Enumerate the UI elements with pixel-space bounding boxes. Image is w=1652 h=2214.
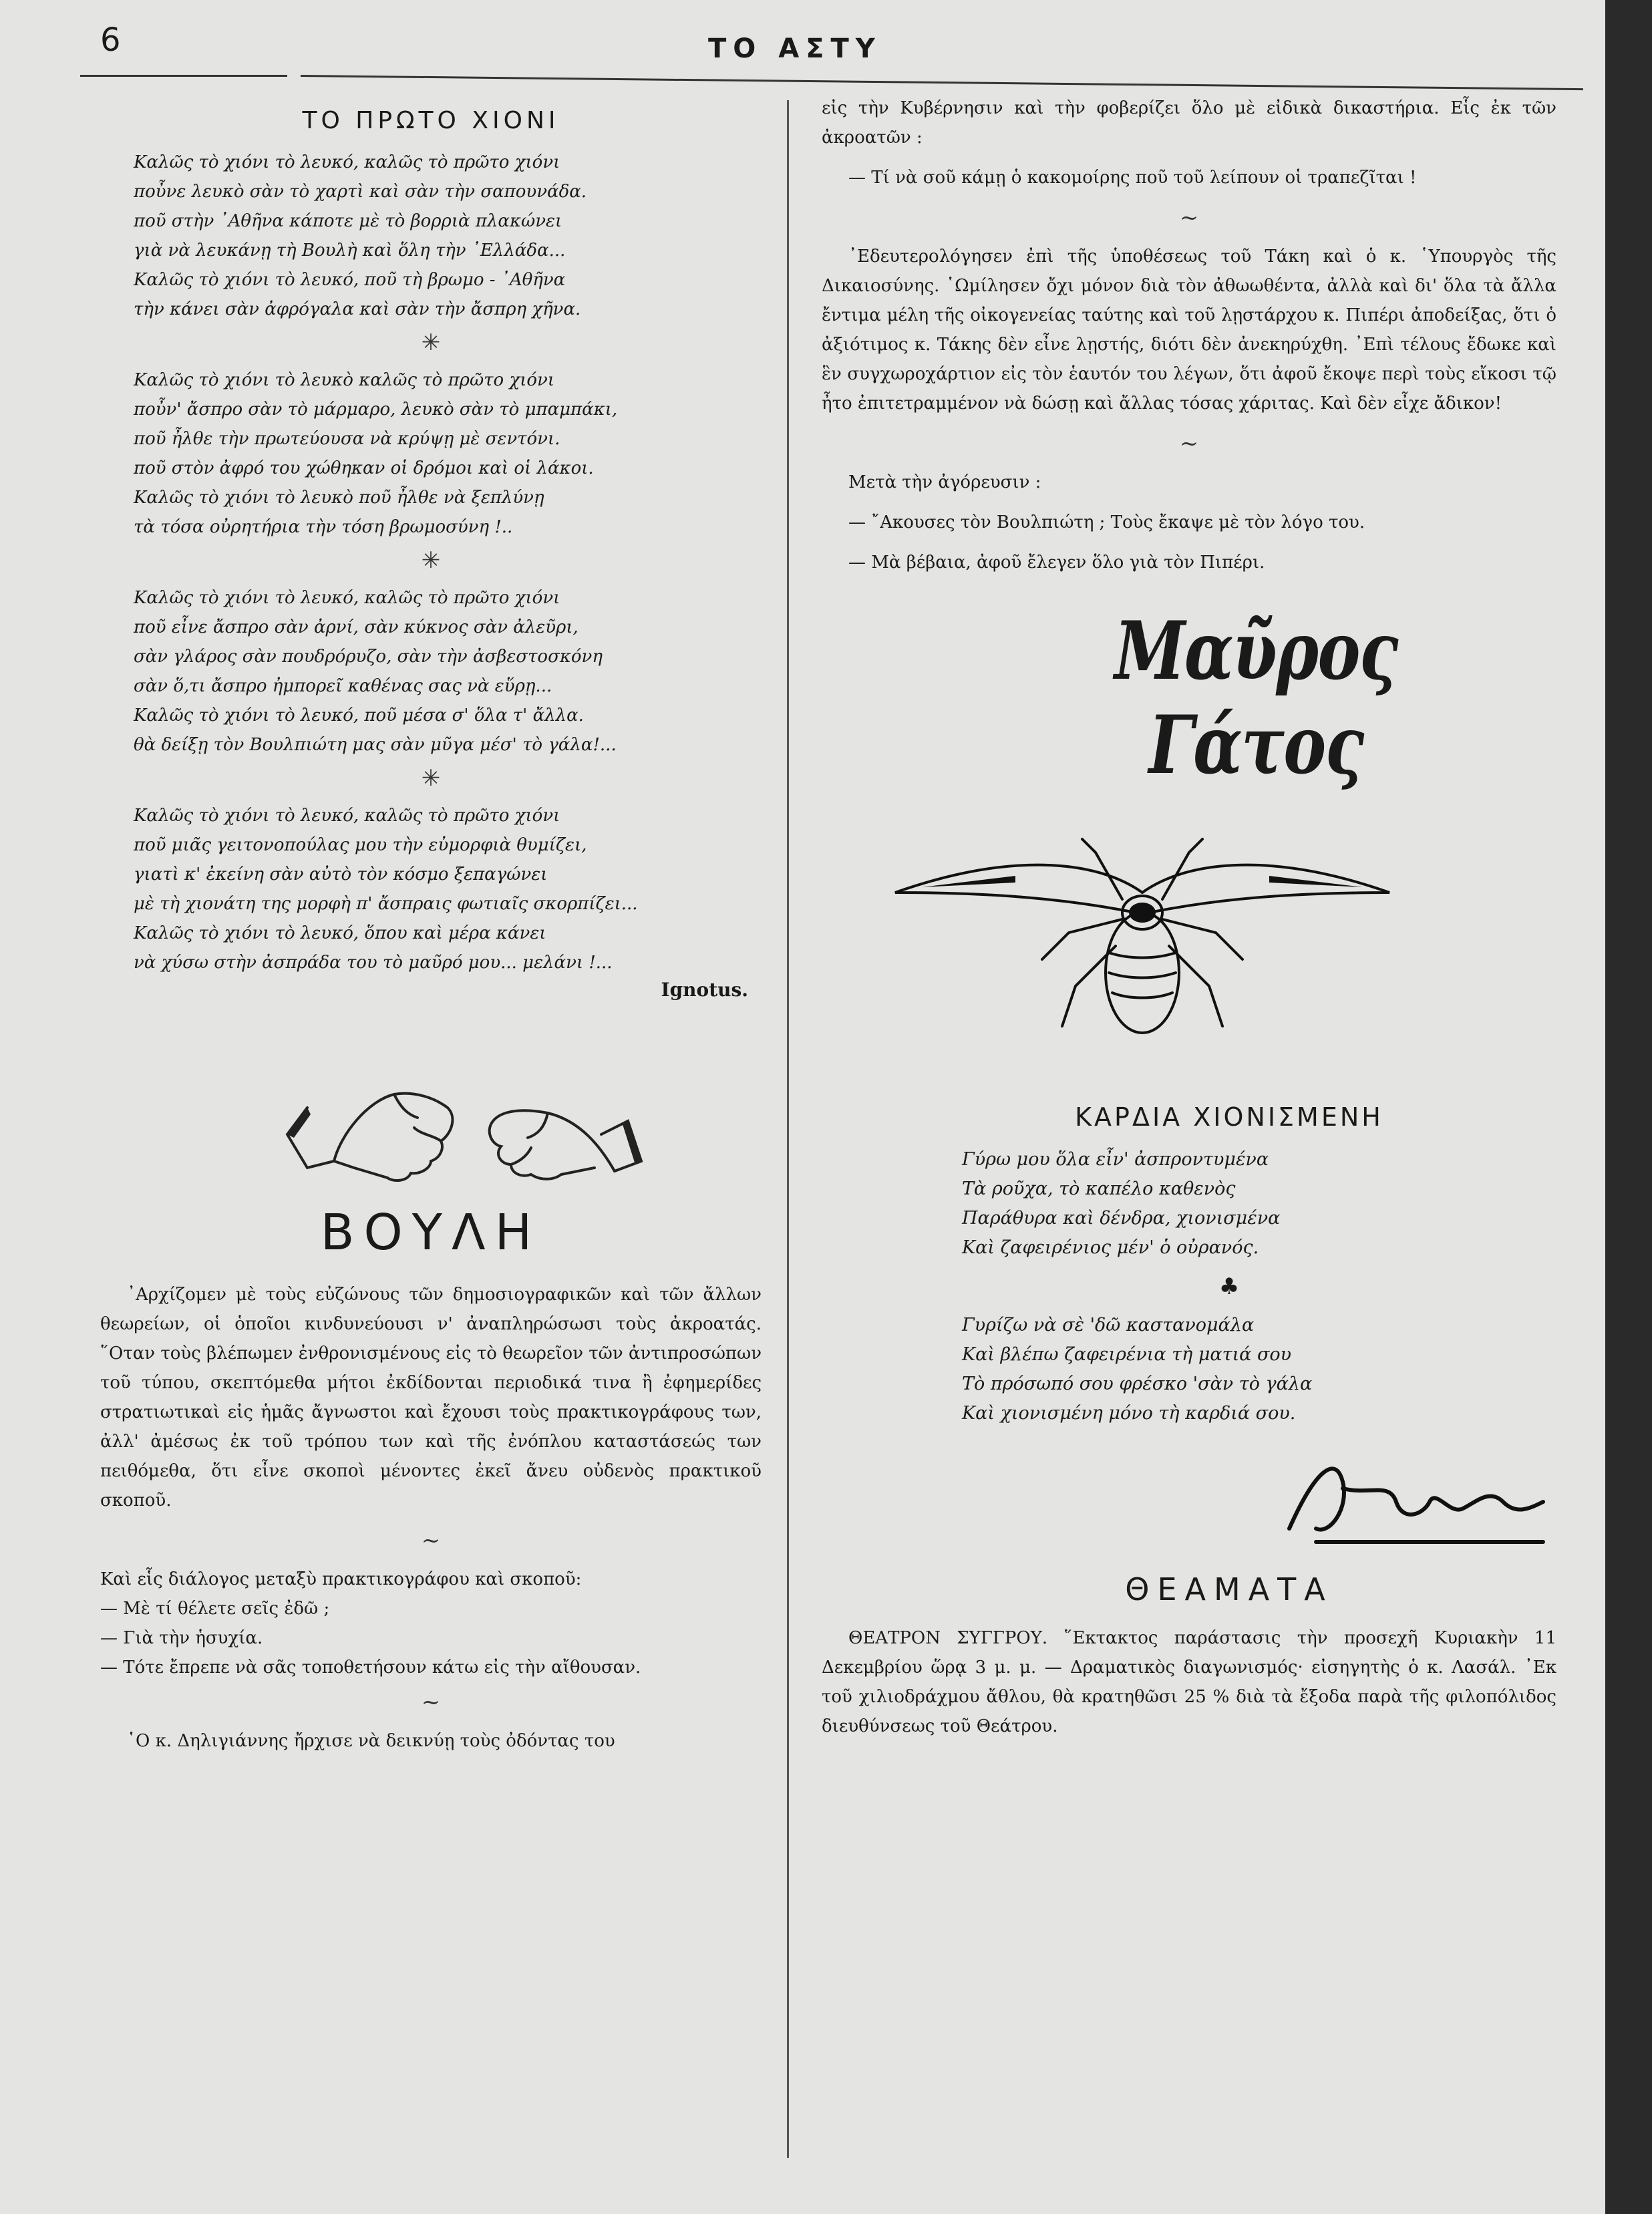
page-edge-shadow xyxy=(1605,0,1652,2214)
poem-line: ποῦ στὴν ᾿Αθῆνα κάποτε μὲ τὸ βορριὰ πλακώνει xyxy=(134,211,562,231)
poem-line: Καλῶς τὸ χιόνι τὸ λευκό, ποῦ τὴ βρωμο - ᾿Αθῆνα xyxy=(134,270,566,290)
article-paragraph: — Τί νὰ σοῦ κάμῃ ὁ κακομοίρης ποῦ τοῦ λείπουν οἱ τραπεζῖται ! xyxy=(848,168,1417,188)
poem-line: μὲ τὴ χιονάτη της μορφὴ π' ἄσπραις φωτιαῖς σκορπίζει... xyxy=(134,894,638,914)
section-title-boule: ΒΟΥΛΗ xyxy=(320,1204,542,1261)
poem-stanza-2 xyxy=(134,365,762,542)
poem-line: σὰν ὅ,τι ἄσπρο ἠμπορεῖ καθένας σας νὰ εὕρῃ... xyxy=(134,676,552,696)
poem-line: Παράθυρα καὶ δένδρα, χιονισμένα xyxy=(962,1208,1281,1229)
poem-line: Καλῶς τὸ χιόνι τὸ λευκό, ὅπου καὶ μέρα κάνει xyxy=(134,923,546,943)
paragraph-separator: ~ xyxy=(421,1527,441,1554)
fists-illustration xyxy=(281,1034,655,1201)
stanza-separator: ✳ xyxy=(421,329,441,356)
boule-article xyxy=(100,1280,762,1756)
article-paragraph: ᾿Εδευτερολόγησεν ἐπὶ τῆς ὑποθέσεως τοῦ Τάκη καὶ ὁ κ. ῾Υπουργὸς τῆς Δικαιοσύνης. ῾Ωμίλησεν ὄχι μόνον διὰ τὸν ἀθωωθέντα, ἀλλὰ καὶ δι' ὅλα τὰ ἄλλα ἔντιμα μέλη τῆς οἰκογενείας ταύτης καὶ τοῦ λῃστάρχου κ. Πιπέρι ἀποδείξας, ὅτι ὁ ἀξιότιμος κ. Τάκης δὲν εἶνε λῃστής, διότι δὲν ἀνεκηρύχθη. ᾿Επὶ τέλους ἔδωκε καὶ ἓν συγχωροχάρτιον εἰς τὸν ἑαυτόν του λέγων, ὅτι ἀφοῦ ἔκοψε περὶ τοὺς εἴκοσι τῷ ἦτο ἐπιτετραμμένον νὰ δώσῃ καὶ ἄλλας τόσας χάριτας. Καὶ δὲν εἶχε ἄδικον! xyxy=(822,247,1556,414)
article-paragraph: Μετὰ τὴν ἀγόρευσιν : xyxy=(848,472,1041,492)
poem-stanza-1 xyxy=(134,148,762,324)
poem-stanza-4 xyxy=(134,801,762,977)
left-column xyxy=(100,100,762,1766)
poem-line: Τὰ ροῦχα, τὸ καπέλο καθενὸς xyxy=(962,1178,1236,1199)
dialog-line: — Γιὰ τὴν ἡσυχία. xyxy=(100,1628,263,1648)
paragraph-separator: ~ xyxy=(421,1689,441,1716)
section-title-theamata: ΘΕΑΜΑΤΑ xyxy=(1125,1571,1333,1607)
poem-line: Τὸ πρόσωπό σου φρέσκο 'σὰν τὸ γάλα xyxy=(962,1374,1313,1394)
header-rule-left xyxy=(80,75,287,77)
page-header xyxy=(80,13,1597,73)
poem-line: Καλῶς τὸ χιόνι τὸ λευκό, καλῶς τὸ πρῶτο χιόνι xyxy=(134,152,560,172)
page-number: 6 xyxy=(100,21,121,59)
article-paragraph: ῾Ο κ. Δηλιγιάννης ἤρχισε νὰ δεικνύῃ τοὺς ὀδόντας του xyxy=(127,1731,615,1751)
poem-line: σὰν γλάρος σὰν πουδρόρυζο, σὰν τὴν ἀσβεστοσκόνη xyxy=(134,647,603,667)
poem-line: ποῦ μιᾶς γειτονοπούλας μου τὴν εὐμορφιὰ θυμίζει, xyxy=(134,835,587,855)
poem-line: τὰ τόσα οὐρητήρια τὴν τόση βρωμοσύνη !.. xyxy=(134,517,513,537)
stanza-separator: ✳ xyxy=(421,765,441,792)
poem-line: Καὶ βλέπω ζαφειρένια τὴ ματιά σου xyxy=(962,1344,1292,1365)
heart-poem-stanza-2 xyxy=(962,1311,1556,1428)
heart-poem-title: ΚΑΡΔΙΑ ΧΙΟΝΙΣΜΕΝΗ xyxy=(1075,1102,1383,1132)
article-paragraph: ᾿Αρχίζομεν μὲ τοὺς εὐζώνους τῶν δημοσιογραφικῶν καὶ τῶν ἄλλων θεωρείων, οἱ ὁποῖοι κινδυνεύουσι ν' ἀναπληρώσωσι τοὺς ἀκροατάς. ῞Οταν τοὺς βλέπωμεν ἐνθρονισμένους εἰς τὸ θεωρεῖον τῶν ἀντιπροσώπων τοῦ τύπου, σκεπτόμεθα μήτοι ἐκδίδονται περιοδικά τινα ἢ ἐφημερίδες στρατιωτικαὶ εἰς ἡμᾶς ἄγνωστοι καὶ ἔχουσι τοὺς πρακτικογράφους των, ἀλλ' ἀμέσως ἐκ τοῦ τρόπου των καὶ τῆς ἐνόπλου καταστάσεώς των πειθόμεθα, ὅτι εἶνε σκοποὶ μένοντες ἐκεῖ ἄνευ οὐδενὸς πρακτικοῦ σκοποῦ. xyxy=(100,1285,762,1511)
author-signature-scrawl xyxy=(1276,1442,1556,1549)
poem-line: γιατὶ κ' ἐκείνη σὰν αὐτὸ τὸν κόσμο ξεπαγώνει xyxy=(134,864,548,885)
article-paragraph: — Μὰ βέβαια, ἀφοῦ ἔλεγεν ὅλο γιὰ τὸν Πιπέρι. xyxy=(848,552,1265,573)
article-paragraph: — ῎Ακουσες τὸν Βουλπιώτη ; Τοὺς ἔκαψε μὲ τὸν λόγο του. xyxy=(848,512,1365,532)
poem-signature: Ignotus. xyxy=(661,979,748,1001)
poem-line: ποῦ ἦλθε τὴν πρωτεύουσα νὰ κρύψῃ μὲ σεντόνι. xyxy=(134,429,560,449)
paragraph-separator: ~ xyxy=(1179,204,1199,231)
theatre-notice xyxy=(822,1623,1556,1741)
stanza-separator: ✳ xyxy=(421,547,441,574)
header-rule-right xyxy=(301,75,1583,90)
poem-line: Γυρίζω νὰ σὲ 'δῶ καστανομάλα xyxy=(962,1315,1255,1335)
article-paragraph: εἰς τὴν Κυβέρνησιν καὶ τὴν φοβερίζει ὅλο μὲ εἰδικὰ δικαστήρια. Εἷς ἐκ τῶν ἀκροατῶν : xyxy=(822,98,1556,148)
column-divider xyxy=(787,100,789,2158)
dialog-line: — Τότε ἔπρεπε νὰ σᾶς τοποθετήσουν κάτω εἰς τὴν αἴθουσαν. xyxy=(100,1657,641,1678)
masthead: ΤΟ ΑΣΤΥ xyxy=(708,33,882,64)
poem-line: θὰ δείξῃ τὸν Βουλπιώτη μας σὰν μῦγα μέσ' τὸ γάλα!... xyxy=(134,735,617,755)
mavros-gatos-logo: Μαῦρος Γάτος xyxy=(1114,604,1397,792)
dialog-line: — Μὲ τί θέλετε σεῖς ἐδῶ ; xyxy=(100,1599,330,1619)
poem-line: ποῦ στὸν ἀφρό του χώθηκαν οἱ δρόμοι καὶ οἱ λάκοι. xyxy=(134,458,594,478)
poem-line: τὴν κάνει σὰν ἀφρόγαλα καὶ σὰν τὴν ἄσπρη χῆνα. xyxy=(134,299,581,319)
poem-line: ποῦ εἶνε ἄσπρο σὰν ἀρνί, σὰν κύκνος σὰν ἀλεῦρι, xyxy=(134,617,579,637)
poem-line: γιὰ νὰ λευκάνῃ τὴ Βουλὴ καὶ ὅλη τὴν ᾿Ελλάδα... xyxy=(134,241,566,261)
poem-line: Γύρω μου ὅλα εἶν' ἀσπροντυμένα xyxy=(962,1149,1269,1170)
dialog-intro: Καὶ εἷς διάλογος μεταξὺ πρακτικογράφου καὶ σκοποῦ: xyxy=(100,1569,582,1589)
poem-line: Καὶ χιονισμένη μόνο τὴ καρδιά σου. xyxy=(962,1403,1296,1424)
poem-line: Καλῶς τὸ χιόνι τὸ λευκὸ ποῦ ἦλθε νὰ ξεπλύνῃ xyxy=(134,488,544,508)
poem-line: ποὖν' ἄσπρο σὰν τὸ μάρμαρο, λευκὸ σὰν τὸ μπαμπάκι, xyxy=(134,400,618,420)
poem-stanza-3 xyxy=(134,583,762,760)
article-paragraph: ΘΕΑΤΡΟΝ ΣΥΓΓΡΟΥ. ῞Εκτακτος παράστασις τὴν προσεχῆ Κυριακὴν 11 Δεκεμβρίου ὥρᾳ 3 μ. μ. — Δραματικὸς διαγωνισμός· εἰσηγητὴς ὁ κ. Λασάλ. ᾿Εκ τοῦ χιλιοδράχμου ἄθλου, θὰ κρατηθῶσι 25 % διὰ τὰ ἔξοδα παρὰ τῆς φιλοπόλιδος διευθύνσεως τοῦ Θεάτρου. xyxy=(822,1628,1556,1736)
poem-line: Καλῶς τὸ χιόνι τὸ λευκό, ποῦ μέσα σ' ὅλα τ' ἄλλα. xyxy=(134,705,584,726)
poem-line: Καὶ ζαφειρένιος μέν' ὁ οὐρανός. xyxy=(962,1237,1259,1258)
poem-line: Καλῶς τὸ χιόνι τὸ λευκό, καλῶς τὸ πρῶτο χιόνι xyxy=(134,806,560,826)
paragraph-separator: ~ xyxy=(1179,430,1199,457)
poem-line: Καλῶς τὸ χιόνι τὸ λευκό, καλῶς τὸ πρῶτο χιόνι xyxy=(134,588,560,608)
poem-line: ποὖνε λευκὸ σὰν τὸ χαρτὶ καὶ σὰν τὴν σαπουνάδα. xyxy=(134,182,587,202)
poem-line: νὰ χύσω στὴν ἀσπράδα του τὸ μαῦρό μου... μελάνι !... xyxy=(134,953,613,973)
heart-poem-stanza-1 xyxy=(962,1145,1556,1263)
poem-title: ΤΟ ΠΡΩΤΟ ΧΙΟΝΙ xyxy=(302,107,560,134)
poem-line: Καλῶς τὸ χιόνι τὸ λευκὸ καλῶς τὸ πρῶτο χιόνι xyxy=(134,370,555,390)
club-separator: ♣ xyxy=(1218,1273,1240,1300)
beetle-illustration xyxy=(842,812,1443,1053)
boule-article-continued xyxy=(822,94,1556,577)
right-column xyxy=(822,94,1556,1752)
